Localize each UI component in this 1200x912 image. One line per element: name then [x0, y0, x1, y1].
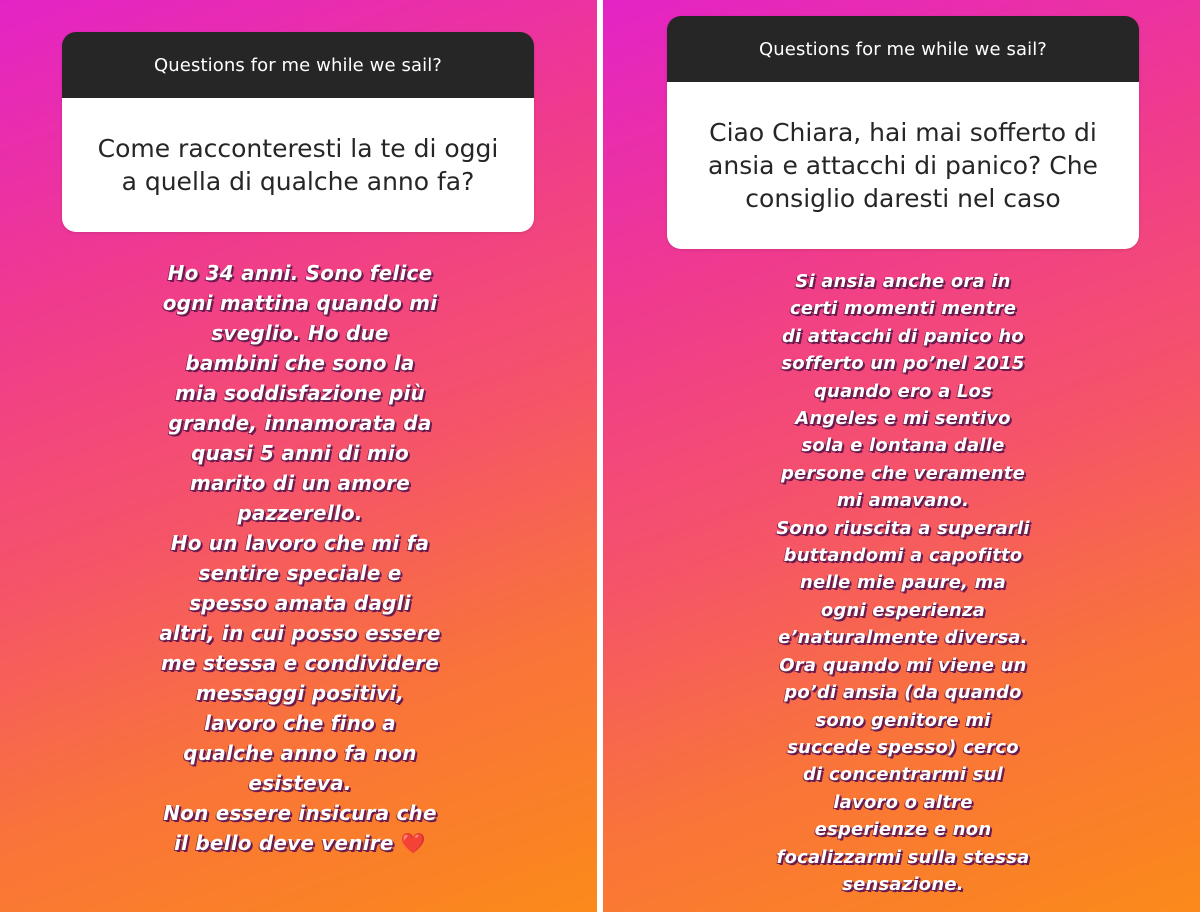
answer-line: focalizzarmi sulla stessa [776, 846, 1030, 868]
answer-line: quasi 5 anni di mio [191, 441, 409, 465]
question-sticker-header: Questions for me while we sail? [667, 16, 1139, 82]
answer-text [130, 258, 470, 858]
answer-line: buttandomi a capofitto [783, 545, 1023, 567]
answer-line: certi momenti mentre [789, 298, 1017, 320]
answer-line: Angeles e mi sentivo [795, 408, 1011, 430]
question-sticker-header: Questions for me while we sail? [62, 32, 534, 98]
answer-line: Non essere insicura che [163, 801, 437, 825]
answer-line: Sono riuscita a superarli [776, 517, 1030, 539]
answer-line: lavoro che fino a [204, 711, 396, 735]
answer-line: messaggi positivi, [195, 681, 405, 705]
answer-text [753, 268, 1053, 898]
answer-line: quando ero a Los [813, 380, 993, 402]
answer-line: po’di ansia (da quando [784, 682, 1022, 704]
answer-line: marito di un amore [190, 471, 410, 495]
answer-line: persone che veramente [780, 462, 1026, 484]
answer-line: Ora quando mi viene un [779, 654, 1027, 676]
answer-line: mia soddisfazione più [174, 381, 425, 405]
answer-line: Ho 34 anni. Sono felice [167, 261, 433, 285]
answer-line: esisteva. [248, 771, 352, 795]
answer-line: sensazione. [842, 873, 964, 895]
answer-line: e’naturalmente diversa. [778, 627, 1028, 649]
answer-line: pazzerello. [237, 501, 363, 525]
answer-line: di attacchi di panico ho [781, 325, 1025, 347]
answer-line: Ho un lavoro che mi fa [170, 531, 430, 555]
answer-line: altri, in cui posso essere [159, 621, 441, 645]
answer-line: sofferto un po’nel 2015 [781, 353, 1025, 375]
story-panel-left [0, 0, 597, 912]
story-panel-right [603, 0, 1200, 912]
answer-line: sono genitore mi [815, 709, 991, 731]
heart-icon: ❤️ [400, 831, 426, 855]
answer-line: sentire speciale e [198, 561, 402, 585]
answer-line-last [130, 828, 470, 858]
question-text: Ciao Chiara, hai mai sofferto di ansia e attacchi di panico? Che consiglio daresti nel caso [667, 82, 1139, 249]
question-text: Come racconteresti la te di oggi a quella di qualche anno fa? [62, 98, 534, 232]
answer-line: ogni esperienza [820, 599, 986, 621]
question-sticker[interactable] [62, 32, 534, 232]
answer-line: spesso amata dagli [189, 591, 411, 615]
answer-line: sveglio. Ho due [211, 321, 389, 345]
answer-line: bambini che sono la [185, 351, 415, 375]
answer-line: sola e lontana dalle [801, 435, 1005, 457]
answer-line-text: il bello deve venire [174, 831, 394, 855]
answer-line: esperienze e non [814, 819, 992, 841]
answer-line: di concentrarmi sul [802, 764, 1004, 786]
answer-line: ogni mattina quando mi [162, 291, 438, 315]
answer-line: mi amavano. [836, 490, 970, 512]
answer-line: qualche anno fa non [183, 741, 417, 765]
answer-line: succede spesso) cerco [787, 736, 1019, 758]
answer-line: nelle mie paure, ma [800, 572, 1006, 594]
answer-line: me stessa e condividere [161, 651, 439, 675]
answer-line: lavoro o altre [833, 791, 973, 813]
answer-line: Si ansia anche ora in [795, 271, 1011, 292]
answer-line: grande, innamorata da [168, 411, 432, 435]
question-sticker[interactable] [667, 16, 1139, 249]
